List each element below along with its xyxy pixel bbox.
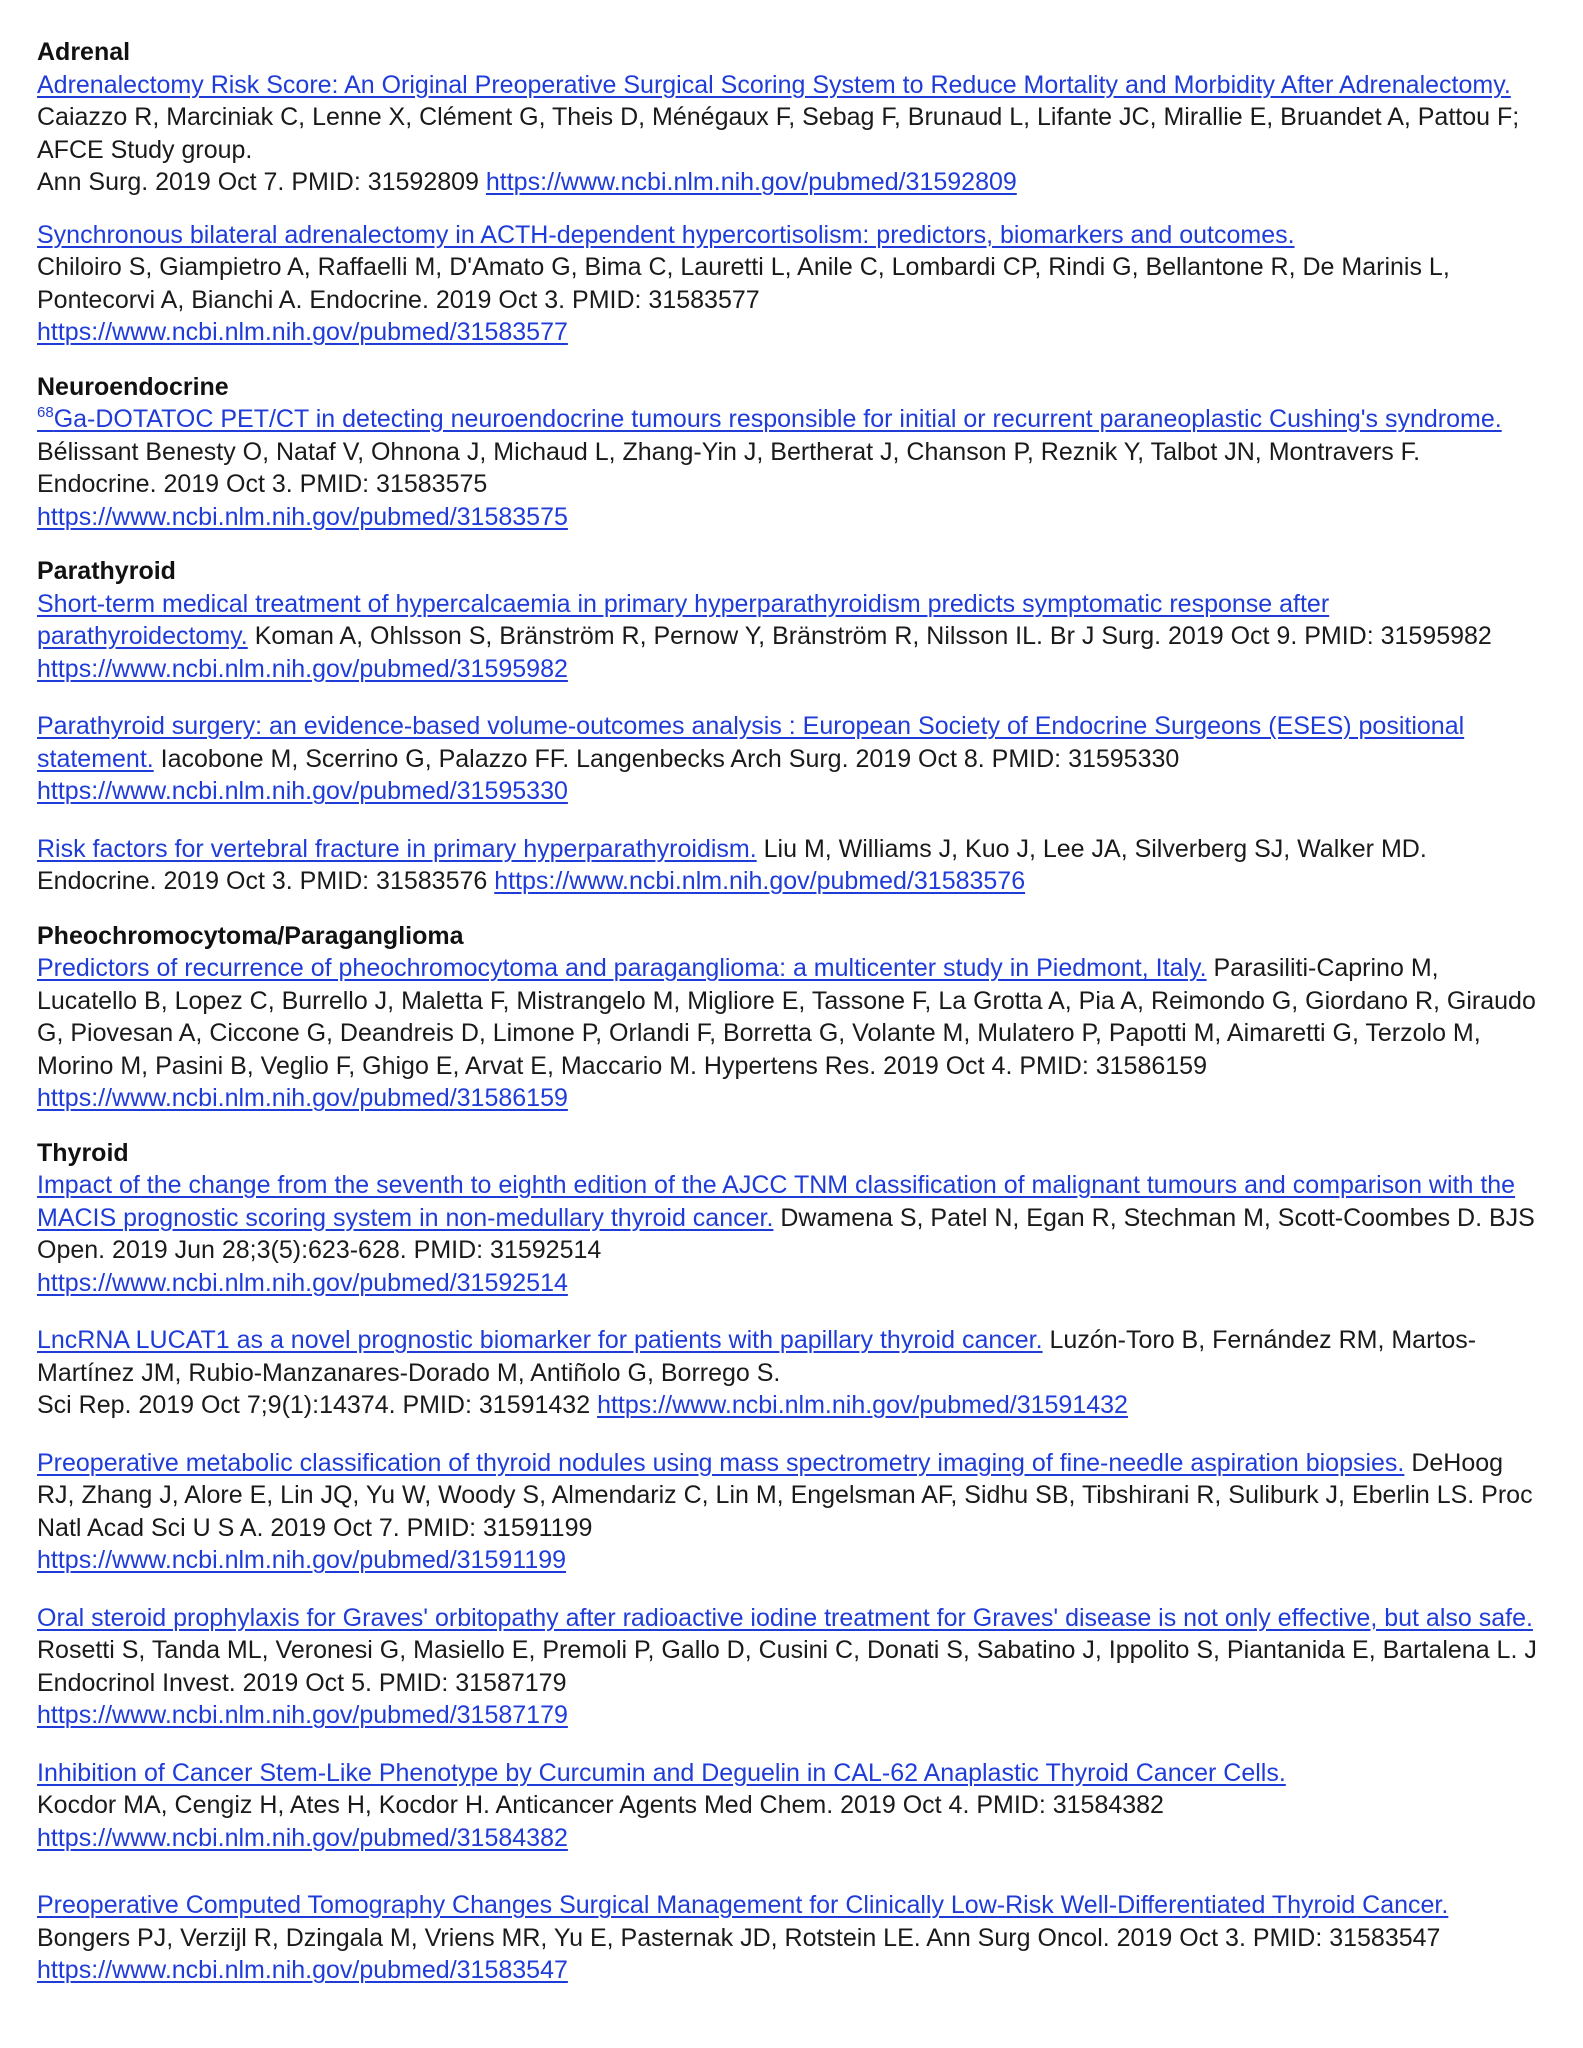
article-title-text: Ga-DOTATOC PET/CT in detecting neuroendocrine tumours responsible for initial or recurrent paraneoplastic Cushing's syndrome. — [53, 405, 1502, 433]
pubmed-url-link[interactable]: https://www.ncbi.nlm.nih.gov/pubmed/31583577 — [37, 318, 568, 346]
article-authors: Koman A, Ohlsson S, Bränström R, Pernow Y, Bränström R, Nilsson IL. Br J Surg. 2019 Oct 9. PMID: 31595982 — [247, 622, 1492, 650]
reference-entry — [37, 1889, 1543, 1987]
article-citation: Sci Rep. 2019 Oct 7;9(1):14374. PMID: 31591432 — [37, 1391, 598, 1419]
pubmed-url-link[interactable]: https://www.ncbi.nlm.nih.gov/pubmed/31583547 — [37, 1956, 568, 1984]
article-authors: Caiazzo R, Marciniak C, Lenne X, Clément G, Theis D, Ménégaux F, Sebag F, Brunaud L, Lifante JC, Mirallie E, Bruandet A, Pattou F; AFCE Study group. — [37, 103, 1520, 164]
article-authors: Luzón-Toro B, Fernández RM, Martos-Martínez JM, Rubio-Manzanares-Dorado M, Antiñolo G, Borrego S. — [37, 1326, 1477, 1387]
section-heading-adrenal: Adrenal — [37, 38, 131, 66]
article-authors: Parasiliti-Caprino M, Lucatello B, Lopez C, Burrello J, Maletta F, Mistrangelo M, Migliore E, Tassone F, La Grotta A, Pia A, Reimondo G, Giordano R, Giraudo G, Piovesan A, Ciccone G, Deandreis D, Limone P, Orlandi F, Borretta G, Volante M, Mulatero P, Papotti M, Aimaretti G, Terzolo M, Morino M, Pasini B, Veglio F, Ghigo E, Arvat E, Maccario M. Hypertens Res. 2019 Oct 4. PMID: 31586159 — [37, 954, 1536, 1080]
article-authors: Liu M, Williams J, Kuo J, Lee JA, Silverberg SJ, Walker MD. Endocrine. 2019 Oct 3. PMID: 31583576 — [37, 834, 1427, 895]
pubmed-url-link[interactable]: https://www.ncbi.nlm.nih.gov/pubmed/31583576 — [494, 867, 1026, 895]
reference-entry — [37, 952, 1543, 1115]
article-title-link[interactable]: Preoperative metabolic classification of thyroid nodules using mass spectrometry imaging of fine-needle aspiration biopsies. — [37, 1448, 1405, 1477]
article-title-link[interactable]: Adrenalectomy Risk Score: An Original Preoperative Surgical Scoring System to Reduce Mortality and Morbidity After Adrenalectomy. — [37, 70, 1511, 99]
article-title-link[interactable]: Predictors of recurrence of pheochromocytoma and paraganglioma: a multicenter study in Piedmont, Italy. — [37, 954, 1207, 982]
article-title-link[interactable]: LncRNA LUCAT1 as a novel prognostic biomarker for patients with papillary thyroid cancer. — [37, 1326, 1043, 1354]
reference-entry — [37, 1447, 1543, 1577]
pubmed-url-link[interactable]: https://www.ncbi.nlm.nih.gov/pubmed/31595982 — [37, 654, 568, 683]
reference-entry — [37, 710, 1543, 808]
article-authors: Kocdor MA, Cengiz H, Ates H, Kocdor H. Anticancer Agents Med Chem. 2019 Oct 4. PMID: 31584382 — [37, 1791, 1164, 1819]
pubmed-url-link[interactable]: https://www.ncbi.nlm.nih.gov/pubmed/31584382 — [37, 1823, 568, 1852]
reference-entry — [37, 219, 1543, 349]
reference-entry — [37, 69, 1543, 199]
article-title-link[interactable]: Parathyroid surgery: an evidence-based volume-outcomes analysis : European Society of Endocrine Surgeons (ESES) positional statement. — [37, 712, 1465, 773]
section-heading-parathyroid: Parathyroid — [37, 557, 176, 585]
reference-entry — [37, 403, 1543, 533]
article-authors: Dwamena S, Patel N, Egan R, Stechman M, Scott-Coombes D. BJS Open. 2019 Jun 28;3(5):623-628. PMID: 31592514 — [37, 1203, 1535, 1264]
article-title-link[interactable]: Oral steroid prophylaxis for Graves' orbitopathy after radioactive iodine treatment for Graves' disease is not only effective, but also safe. — [37, 1603, 1533, 1632]
reference-entry — [37, 1602, 1543, 1732]
reference-entry — [37, 1169, 1543, 1299]
reference-entry — [37, 1324, 1543, 1422]
article-authors: Rosetti S, Tanda ML, Veronesi G, Masiello E, Premoli P, Gallo D, Cusini C, Donati S, Sabatino J, Ippolito S, Piantanida E, Bartalena L. J Endocrinol Invest. 2019 Oct 5. PMID: 31587179 — [37, 1636, 1537, 1697]
article-title-link[interactable]: Short-term medical treatment of hypercalcaemia in primary hyperparathyroidism predicts symptomatic response after parathyroidectomy. — [37, 589, 1330, 650]
section-heading-thyroid: Thyroid — [37, 1138, 129, 1167]
article-citation: Ann Surg. 2019 Oct 7. PMID: 31592809 — [37, 168, 486, 196]
article-authors: Bongers PJ, Verzijl R, Dzingala M, Vriens MR, Yu E, Pasternak JD, Rotstein LE. Ann Surg Oncol. 2019 Oct 3. PMID: 31583547 — [37, 1923, 1441, 1952]
article-title-link[interactable]: Risk factors for vertebral fracture in primary hyperparathyroidism. — [37, 834, 757, 863]
article-title-link[interactable]: Inhibition of Cancer Stem-Like Phenotype by Curcumin and Deguelin in CAL-62 Anaplastic Thyroid Cancer Cells. — [37, 1758, 1286, 1787]
pubmed-url-link[interactable]: https://www.ncbi.nlm.nih.gov/pubmed/31592514 — [37, 1268, 568, 1297]
reference-entry — [37, 833, 1543, 898]
article-authors: Bélissant Benesty O, Nataf V, Ohnona J, Michaud L, Zhang-Yin J, Bertherat J, Chanson P, Reznik Y, Talbot JN, Montravers F. Endocrine. 2019 Oct 3. PMID: 31583575 — [37, 437, 1421, 498]
section-heading-pheochromocytoma: Pheochromocytoma/Paraganglioma — [37, 921, 464, 950]
reference-entry — [37, 1757, 1543, 1855]
pubmed-url-link[interactable]: https://www.ncbi.nlm.nih.gov/pubmed/31592809 — [485, 168, 1017, 196]
pubmed-url-link[interactable]: https://www.ncbi.nlm.nih.gov/pubmed/31591432 — [597, 1391, 1128, 1419]
pubmed-url-link[interactable]: https://www.ncbi.nlm.nih.gov/pubmed/31586159 — [37, 1084, 568, 1112]
article-authors: Iacobone M, Scerrino G, Palazzo FF. Langenbecks Arch Surg. 2019 Oct 8. PMID: 31595330 — [153, 744, 1180, 773]
pubmed-url-link[interactable]: https://www.ncbi.nlm.nih.gov/pubmed/31587179 — [37, 1701, 568, 1729]
pubmed-url-link[interactable]: https://www.ncbi.nlm.nih.gov/pubmed/31583575 — [37, 502, 568, 531]
article-title-link[interactable]: Preoperative Computed Tomography Changes Surgical Management for Clinically Low-Risk Well-Differentiated Thyroid Cancer. — [37, 1891, 1449, 1919]
reference-entry — [37, 588, 1543, 686]
pubmed-url-link[interactable]: https://www.ncbi.nlm.nih.gov/pubmed/31591199 — [37, 1546, 567, 1574]
article-authors: DeHoog RJ, Zhang J, Alore E, Lin JQ, Yu W, Woody S, Almendariz C, Lin M, Engelsman AF, Sidhu SB, Tibshirani R, Suliburk J, Eberlin LS. Proc Natl Acad Sci U S A. 2019 Oct 7. PMID: 31591199 — [37, 1448, 1533, 1542]
section-heading-neuroendocrine: Neuroendocrine — [37, 372, 229, 401]
pubmed-url-link[interactable]: https://www.ncbi.nlm.nih.gov/pubmed/31595330 — [37, 777, 568, 805]
article-title-link[interactable] — [37, 405, 1502, 433]
article-title-link[interactable]: Synchronous bilateral adrenalectomy in ACTH-dependent hypercortisolism: predictors, biomarkers and outcomes. — [37, 220, 1295, 249]
isotope-superscript: 68 — [37, 404, 54, 421]
article-title-link[interactable]: Impact of the change from the seventh to eighth edition of the AJCC TNM classification of malignant tumours and comparison with the MACIS prognostic scoring system in non-medullary thyroid cancer. — [37, 1171, 1516, 1232]
article-authors: Chiloiro S, Giampietro A, Raffaelli M, D'Amato G, Bima C, Lauretti L, Anile C, Lombardi CP, Rindi G, Bellantone R, De Marinis L, Pontecorvi A, Bianchi A. Endocrine. 2019 Oct 3. PMID: 31583577 — [37, 253, 1450, 314]
